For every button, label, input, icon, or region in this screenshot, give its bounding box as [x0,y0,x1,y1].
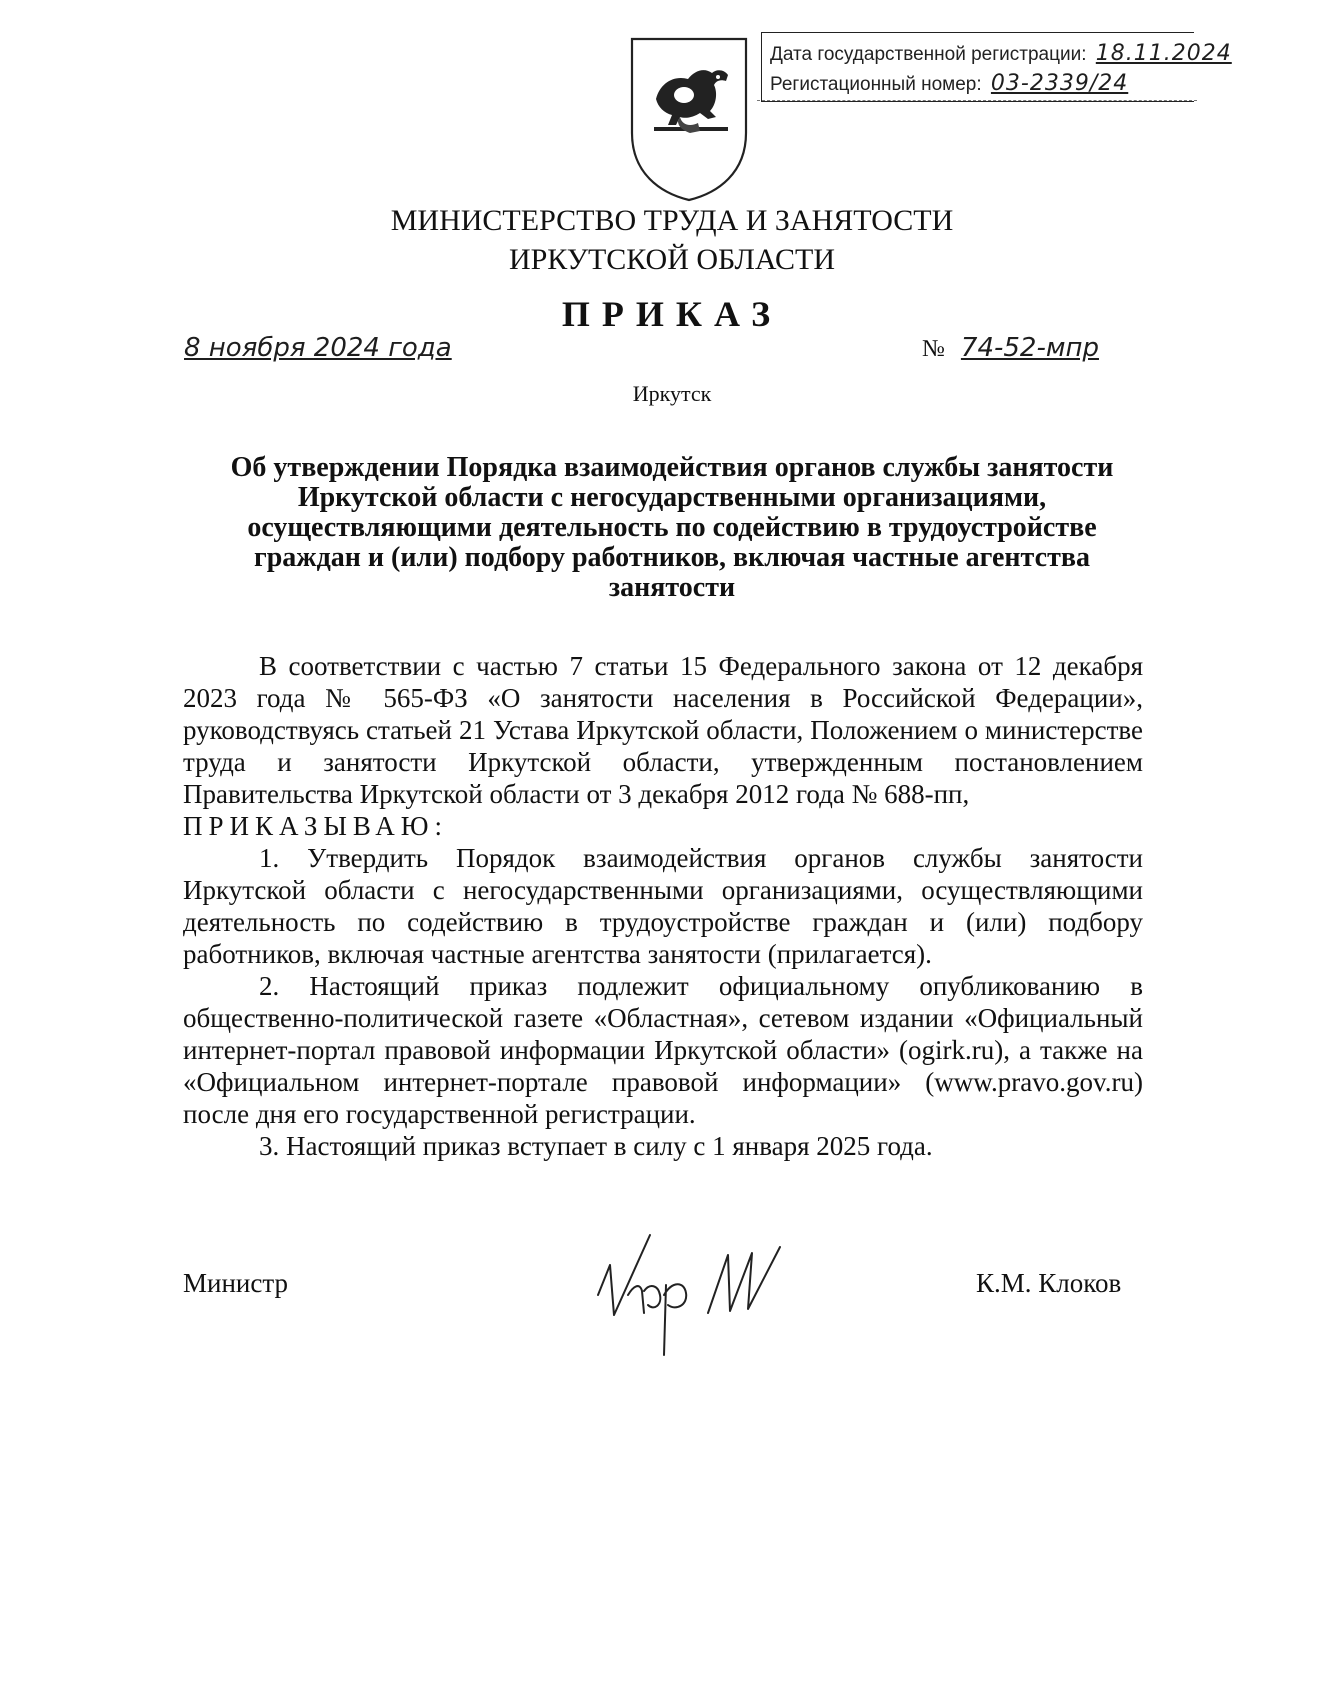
coat-of-arms-emblem [628,35,750,203]
order-date: 8 ноября 2024 года [184,333,452,363]
order-item-1: 1. Утвердить Порядок взаимодействия органов службы занятости Иркутской области с негосударственными организациями, осуществляющими деятельность по содействию в трудоустройстве граждан и (или) подбору работников, включая частные агентства занятости (прилагается). [183,843,1143,969]
order-item-3: 3. Настоящий приказ вступает в силу с 1 января 2025 года. [259,1131,933,1161]
registration-number-value: 03-2339/24 [990,71,1129,96]
stamp-bottom-edge [757,100,1197,105]
signer-position: Министр [183,1268,288,1298]
registration-stamp [761,32,1232,102]
registration-number-label: Регистационный номер: [770,74,982,95]
registration-date-label: Дата государственной регистрации: [770,44,1087,65]
number-sign: № [922,336,945,362]
handwritten-signature [580,1225,800,1365]
ministry-name-line1: МИНИСТЕРСТВО ТРУДА И ЗАНЯТОСТИ [390,204,954,237]
document-title: Об утверждении Порядка взаимодействия органов службы занятости Иркутской области с негосударственными организациями, осуществляющими деятельность по содействию в трудоустройстве граждан и (или) подбору работников, включая частные агентства занятости [230,452,1114,603]
city-name: Иркутск [632,381,712,406]
document-type-heading: ПРИКАЗ [561,294,783,334]
signer-name: К.М. Клоков [976,1268,1122,1298]
order-number-block [922,333,1099,363]
document-body [183,650,1143,1162]
directive-word: ПРИКАЗЫВАЮ: [183,811,448,841]
ministry-name-line2: ИРКУТСКОЙ ОБЛАСТИ [508,243,836,276]
preamble-paragraph: В соответствии с частью 7 статьи 15 Федерального закона от 12 декабря 2023 года № 565-ФЗ «О занятости населения в Российской Федерации», руководствуясь статьей 21 Устава Иркутской области, Положением о министерстве труда и занятости Иркутской области, утвержденным постановлением Правительства Иркутской области от 3 декабря 2012 года № 688-пп, [183,651,1143,809]
order-item-2: 2. Настоящий приказ подлежит официальному опубликованию в общественно-политической газете «Областная», сетевом издании «Официальный интернет-портал правовой информации Иркутской области» (ogirk.ru), а также на «Официальном интернет-портале правовой информации» (www.pravo.gov.ru) после дня его государственной регистрации. [183,971,1143,1129]
order-number: 74-52-мпр [960,333,1099,363]
registration-date-value: 18.11.2024 [1095,41,1232,66]
